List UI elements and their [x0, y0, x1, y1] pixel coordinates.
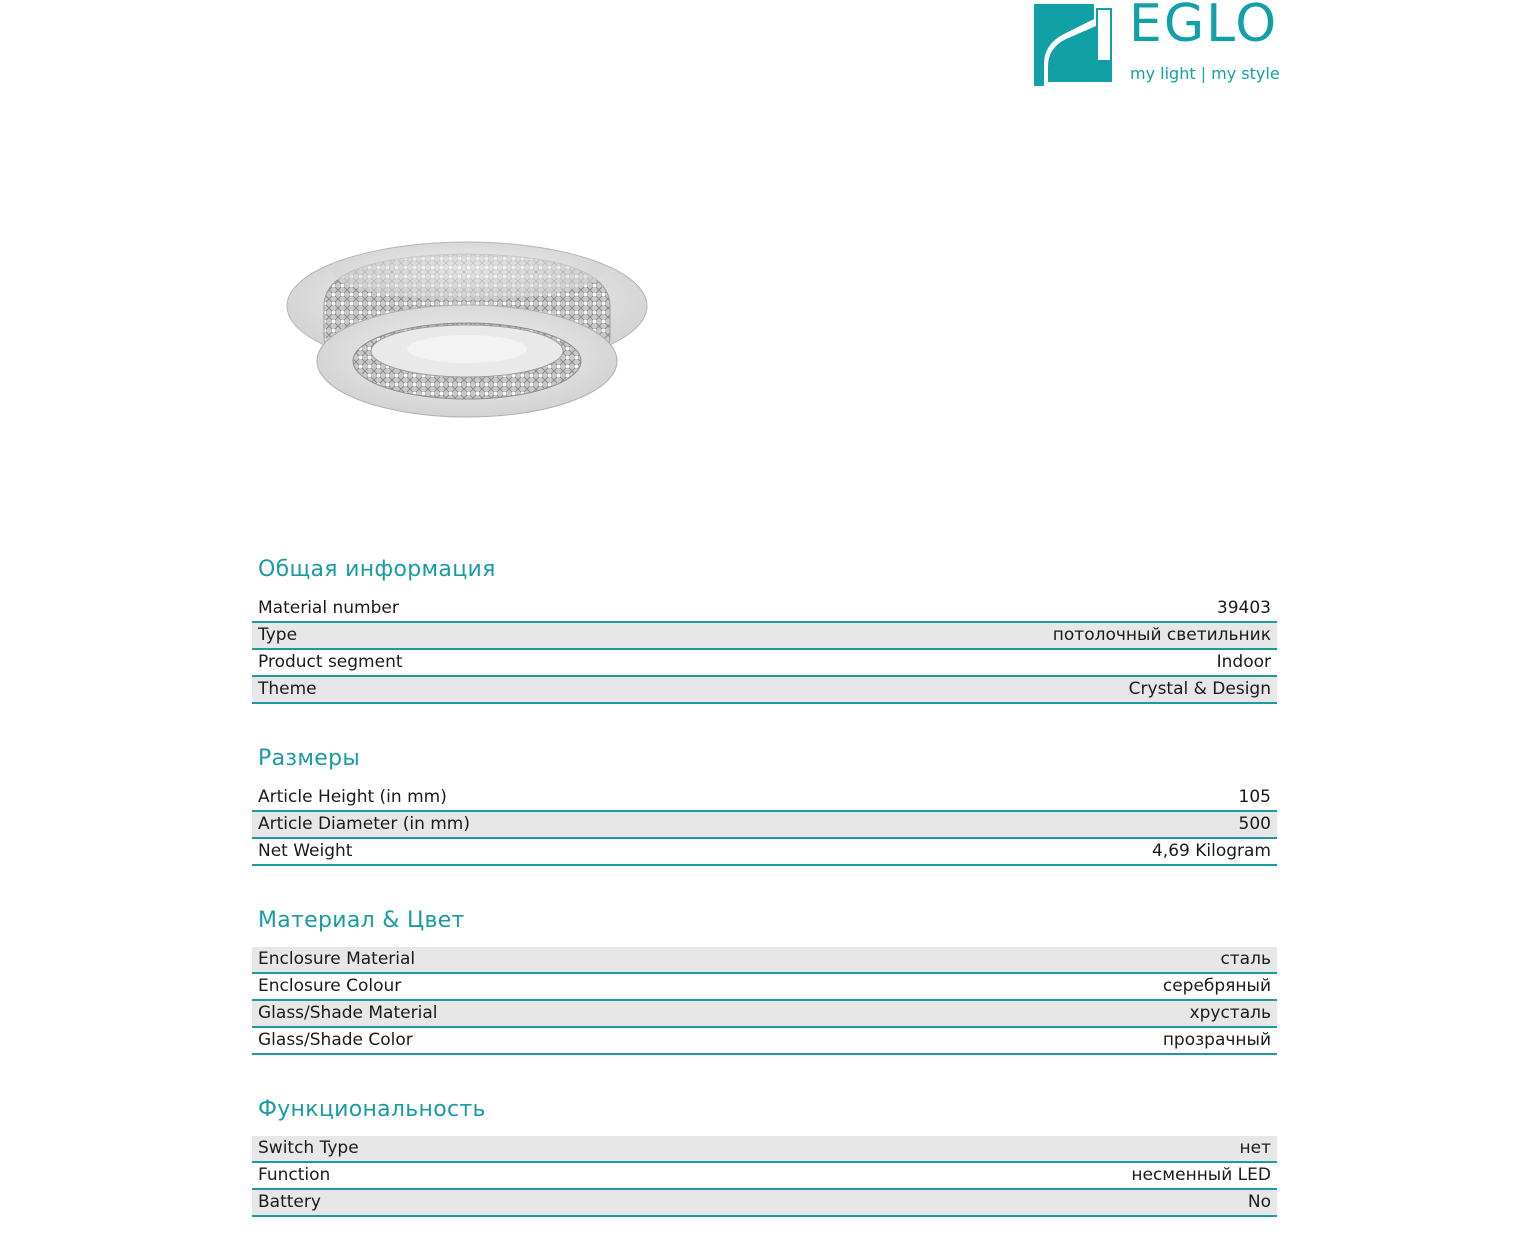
- row-label: Article Height (in mm): [258, 787, 447, 807]
- section-title: Материал & Цвет: [258, 908, 465, 933]
- table-row: [252, 1136, 1277, 1163]
- row-label: Battery: [258, 1192, 321, 1212]
- row-value: серебряный: [1162, 976, 1271, 996]
- table-row: [252, 785, 1277, 812]
- row-value: хрусталь: [1189, 1003, 1271, 1023]
- table-row: [252, 947, 1277, 974]
- table-row: [252, 596, 1277, 623]
- table-row: [252, 1190, 1277, 1217]
- section-title: Размеры: [258, 746, 361, 771]
- table-row: [252, 650, 1277, 677]
- row-value: 500: [1238, 814, 1271, 834]
- section-title: Функциональность: [258, 1097, 486, 1122]
- row-label: Function: [258, 1165, 331, 1185]
- row-label: Material number: [258, 598, 399, 618]
- row-label: Enclosure Material: [258, 949, 416, 969]
- row-label: Net Weight: [258, 841, 353, 861]
- table-row: [252, 677, 1277, 704]
- row-label: Theme: [258, 679, 317, 699]
- table-row: [252, 974, 1277, 1001]
- eglo-logo-mark-icon: [1034, 4, 1116, 86]
- row-value: 39403: [1216, 598, 1271, 618]
- table-row: [252, 1028, 1277, 1055]
- row-value: нет: [1239, 1138, 1271, 1158]
- row-label: Switch Type: [258, 1138, 359, 1158]
- row-value: Indoor: [1216, 652, 1271, 672]
- row-label: Glass/Shade Material: [258, 1003, 438, 1023]
- section-general: [252, 556, 1277, 704]
- row-label: Type: [258, 625, 298, 645]
- row-value: 4,69 Kilogram: [1151, 841, 1271, 861]
- row-value: Crystal & Design: [1128, 679, 1271, 699]
- product-image: [284, 236, 656, 420]
- eglo-logo: [1034, 0, 1284, 88]
- row-value: потолочный светильник: [1052, 625, 1271, 645]
- row-value: прозрачный: [1162, 1030, 1271, 1050]
- table-row: [252, 812, 1277, 839]
- brand-tagline: my light | my style: [1130, 64, 1280, 83]
- row-value: несменный LED: [1131, 1165, 1271, 1185]
- section-functionality: [252, 1096, 1277, 1217]
- section-title: Общая информация: [258, 557, 496, 582]
- section-dimensions: [252, 745, 1277, 866]
- table-row: [252, 839, 1277, 866]
- row-label: Glass/Shade Color: [258, 1030, 413, 1050]
- row-value: сталь: [1220, 949, 1271, 969]
- row-label: Enclosure Colour: [258, 976, 402, 996]
- row-value: No: [1247, 1192, 1271, 1212]
- row-value: 105: [1238, 787, 1271, 807]
- table-row: [252, 1163, 1277, 1190]
- row-label: Product segment: [258, 652, 403, 672]
- row-label: Article Diameter (in mm): [258, 814, 470, 834]
- section-material-color: [252, 907, 1277, 1055]
- table-row: [252, 1001, 1277, 1028]
- brand-name: EGLO: [1129, 0, 1279, 54]
- table-row: [252, 623, 1277, 650]
